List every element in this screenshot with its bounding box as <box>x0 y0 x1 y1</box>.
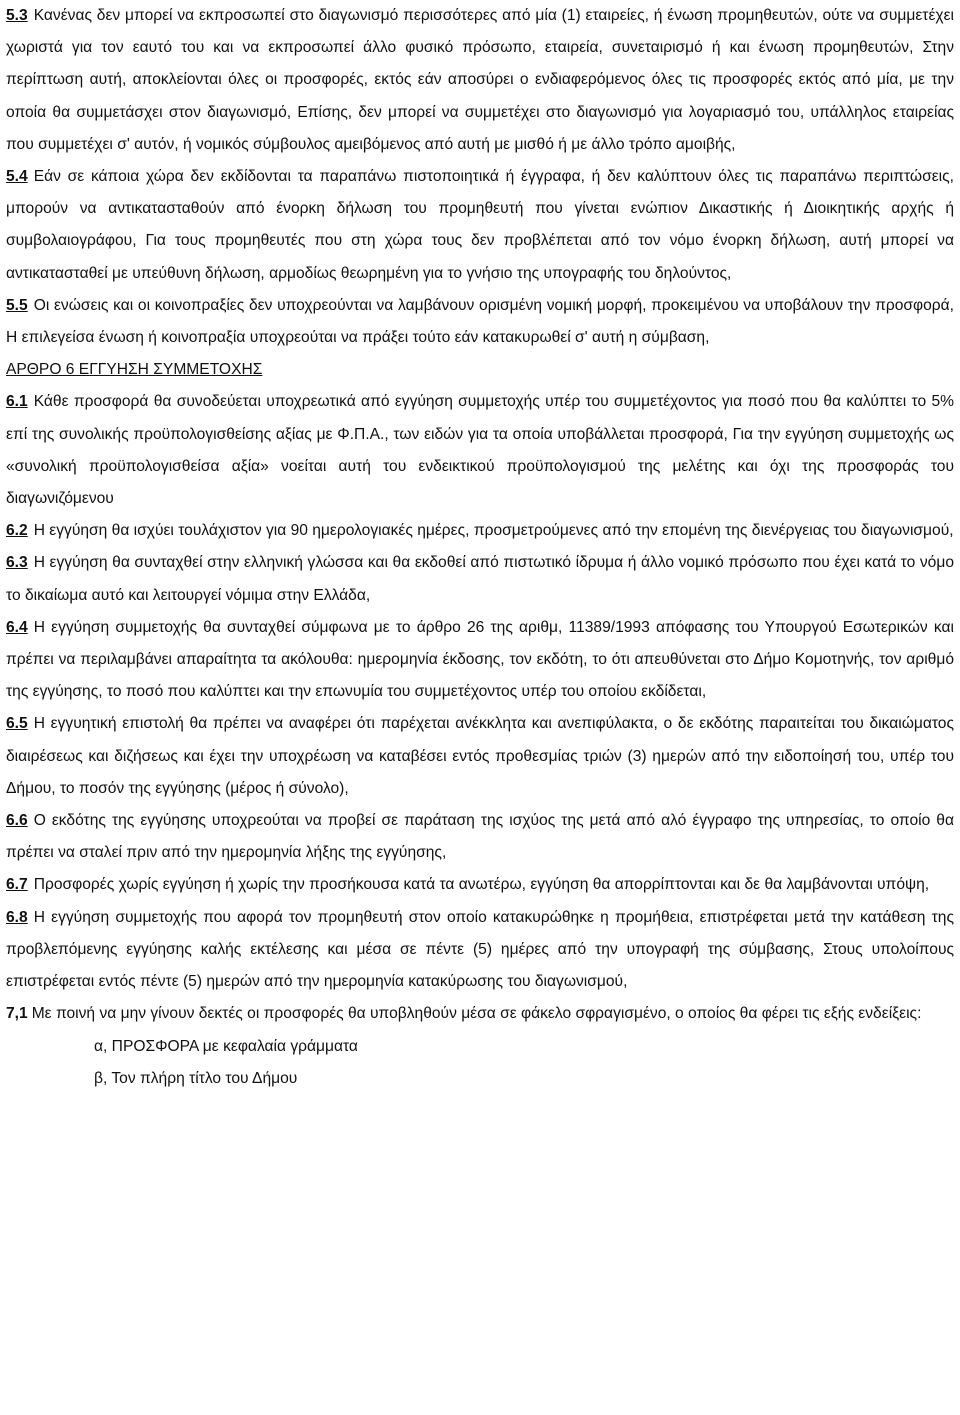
paragraph-5-3 <box>6 0 954 161</box>
paragraph-number: 5.5 <box>6 296 28 314</box>
paragraph-5-5 <box>6 290 954 354</box>
paragraph-6-3 <box>6 547 954 611</box>
paragraph-6-4 <box>6 612 954 709</box>
article-heading: ΑΡΘΡΟ 6 ΕΓΓΥΗΣΗ ΣΥΜΜΕΤΟΧΗΣ <box>6 361 263 379</box>
paragraph-text: Κανένας δεν μπορεί να εκπροσωπεί στο διαγωνισμό περισσότερες από μία (1) εταιρείες, ή ένωση προμηθευτών, ούτε να συμμετέχει χωριστά για τον εαυτό του και να εκπροσωπεί άλλο φυσικό πρόσωπο, εταιρεία, συνεταιρισμό ή και ένωση προμηθευτών, Στην περίπτωση αυτή, αποκλείονται όλες οι προσφορές, εκτός εάν αποσύρει ο ενδιαφερόμενος όλες τις προσφορές εκτός από μία, με την οποία θα συμμετάσχει στον διαγωνισμό, Επίσης, δεν μπορεί να συμμετέχει στο διαγωνισμό για λογαριασμό του, υπάλληλος εταιρείας που συμμετέχει σ' αυτόν, ή νομικός σύμβουλος αμειβόμενος από αυτή με μισθό ή με άλλο τρόπο αμοιβής, <box>6 7 954 153</box>
paragraph-number: 6.8 <box>6 908 28 926</box>
paragraph-6-8 <box>6 902 954 999</box>
paragraph-6-7 <box>6 869 954 901</box>
document-body <box>6 0 954 1095</box>
paragraph-text: Κάθε προσφορά θα συνοδεύεται υποχρεωτικά από εγγύηση συμμετοχής υπέρ του συμμετέχοντος για ποσό που θα καλύπτει το 5% επί της συνολικής προϋπολογισθείσης αξίας με Φ.Π.Α., των ειδών για τα οποία υποβάλλεται προσφορά, Για την εγγύηση συμμετοχής ως «συνολική προϋπολογισθείσα αξία» νοείται αυτή του ενδεικτικού προϋπολογισμού της μελέτης και όχι της προσφοράς του διαγωνιζόμενου <box>6 393 954 508</box>
paragraph-6-5 <box>6 708 954 805</box>
paragraph-number: 5.3 <box>6 7 28 24</box>
paragraph-text: Η εγγυητική επιστολή θα πρέπει να αναφέρει ότι παρέχεται ανέκκλητα και ανεπιφύλακτα, ο δε εκδότης παραιτείται του δικαιώματος διαιρέσεως και διζήσεως και έχει την υποχρέωση να καταβέσει εντός προθεσμίας τριών (3) ημερών από την ειδοποίησή του, υπέρ του Δήμου, το ποσόν της εγγύησης (μέρος ή σύνολο), <box>6 715 954 797</box>
list-item: β, Τον πλήρη τίτλο του Δήμου <box>94 1069 298 1087</box>
paragraph-number: 7,1 <box>6 1005 28 1023</box>
paragraph-number: 6.1 <box>6 393 28 411</box>
paragraph-5-4 <box>6 161 954 290</box>
paragraph-number: 6.2 <box>6 522 28 540</box>
paragraph-6-2 <box>6 515 954 547</box>
paragraph-number: 6.3 <box>6 554 28 572</box>
envelope-markings-list <box>6 1031 954 1095</box>
paragraph-text: Με ποινή να μην γίνουν δεκτές οι προσφορές θα υποβληθούν μέσα σε φάκελο σφραγισμένο, ο οποίος θα φέρει τις εξής ενδείξεις: <box>31 1005 922 1023</box>
paragraph-text: Προσφορές χωρίς εγγύηση ή χωρίς την προσήκουσα κατά τα ανωτέρω, εγγύηση θα απορρίπτονται και δε θα λαμβάνονται υπόψη, <box>33 876 930 894</box>
list-item: α, ΠΡΟΣΦΟΡΑ με κεφαλαία γράμματα <box>94 1037 358 1055</box>
paragraph-text: Η εγγύηση θα συνταχθεί στην ελληνική γλώσσα και θα εκδοθεί από πιστωτικό ίδρυμα ή άλλο νομικό πρόσωπο που έχει κατά το νόμο το δικαίωμα αυτό και λειτουργεί νόμιμα στην Ελλάδα, <box>6 554 954 604</box>
paragraph-number: 6.5 <box>6 715 28 733</box>
paragraph-text: Η εγγύηση θα ισχύει τουλάχιστον για 90 ημερολογιακές ημέρες, προσμετρούμενες από την επομένη της διενέργειας του διαγωνισμού, <box>33 522 954 540</box>
paragraph-number: 6.4 <box>6 618 28 636</box>
paragraph-text: Η εγγύηση συμμετοχής που αφορά τον προμηθευτή στον οποίο κατακυρώθηκε η προμήθεια, επιστρέφεται μετά την κατάθεση της προβλεπόμενης εγγύησης καλής εκτέλεσης και μέσα σε πέντε (5) ημέρες από την υπογραφή της σύμβασης, Στους υπολοίπους επιστρέφεται εντός πέντε (5) ημερών από την ημερομηνία κατακύρωσης του διαγωνισμού, <box>6 908 954 991</box>
paragraph-text: Ο εκδότης της εγγύησης υποχρεούται να προβεί σε παράταση της ισχύος της μετά από αλό έγγραφο της υπηρεσίας, το οποίο θα πρέπει να σταλεί πριν από την ημερομηνία λήξης της εγγύησης, <box>6 812 954 862</box>
paragraph-text: Εάν σε κάποια χώρα δεν εκδίδονται τα παραπάνω πιστοποιητικά ή έγγραφα, ή δεν καλύπτουν όλες τις παραπάνω περιπτώσεις, μπορούν να αντικατασταθούν από ένορκη δήλωση του προμηθευτή που γίνεται ενώπιον Δικαστικής ή Διοικητικής αρχής ή συμβολαιογράφου, Για τους προμηθευτές που στη χώρα τους δεν προβλέπεται από τον νόμο ένορκη δήλωση, αυτή μπορεί να αντικατασταθεί με υπεύθυνη δήλωση, αρμοδίως θεωρημένη για το γνήσιο της υπογραφής του δηλούντος, <box>6 168 954 282</box>
paragraph-text: Οι ενώσεις και οι κοινοπραξίες δεν υποχρεούνται να λαμβάνουν ορισμένη νομική μορφή, προκειμένου να υποβάλουν την προσφορά, Η επιλεγείσα ένωση ή κοινοπραξία υποχρεούται να πράξει τούτο εάν κατακυρωθεί σ' αυτή η σύμβαση, <box>6 296 954 347</box>
paragraph-6-6 <box>6 805 954 869</box>
paragraph-7-1 <box>6 998 954 1030</box>
paragraph-6-1 <box>6 386 954 515</box>
paragraph-number: 6.7 <box>6 876 28 894</box>
paragraph-number: 6.6 <box>6 812 28 830</box>
paragraph-number: 5.4 <box>6 168 28 186</box>
paragraph-text: Η εγγύηση συμμετοχής θα συνταχθεί σύμφωνα με το άρθρο 26 της αριθμ, 11389/1993 απόφασης του Υπουργού Εσωτερικών και πρέπει να περιλαμβάνει απαραίτητα τα ακόλουθα: ημερομηνία έκδοσης, τον εκδότη, το ότι απευθύνεται στο Δήμο Κομοτηνής, τον αριθμό της εγγύησης, το ποσό που καλύπτει και την επωνυμία του συμμετέχοντος υπέρ του οποίου εκδίδεται, <box>6 618 954 701</box>
